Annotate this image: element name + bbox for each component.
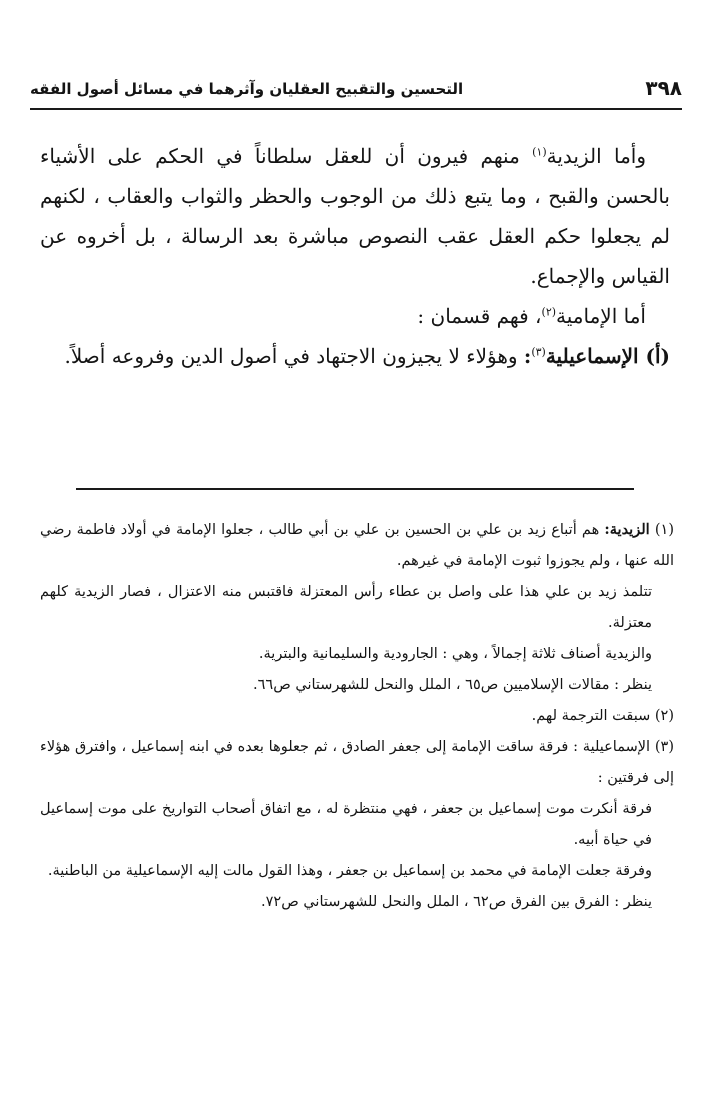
footnote-colon: : (604, 521, 610, 538)
paragraph-imamiyya (40, 296, 670, 336)
footnote-separator (76, 488, 634, 490)
imamiyya-text: ، فهم قسمان : (417, 304, 542, 328)
footnote-2 (40, 701, 674, 732)
footnote-3-para-4: ينظر : الفرق بين الفرق ص٦٢ ، الملل والنحل للشهرستاني ص٧٢. (261, 894, 652, 910)
main-text (40, 136, 670, 376)
imamiyya-lead: أما الإمامية (556, 304, 646, 328)
ismailiyya-colon: : (523, 344, 532, 368)
zaydiyya-lead: وأما الزيدية (546, 144, 646, 168)
footnote-number: (٢) (654, 708, 674, 724)
page-number: ٣٩٨ (645, 76, 682, 100)
footnote-1-para-2: تتلمذ زيد بن علي هذا على واصل بن عطاء رأس المعتزلة فاقتبس منه الاعتزال ، فصار الزيدية كلهم معتزلة. (40, 584, 652, 631)
paragraph-zaydiyya (40, 136, 670, 296)
header-rule (30, 108, 682, 110)
footnote-3-para-2: فرقة أنكرت موت إسماعيل بن جعفر ، فهي منتظرة له ، مع اتفاق أصحاب التواريخ على موت إسماعيل في حياة أبيه. (40, 801, 652, 848)
paragraph-ismailiyya (40, 336, 670, 376)
footnote-ref-2: (٢) (541, 305, 557, 319)
footnote-number: (١) (654, 522, 674, 538)
zaydiyya-text: منهم فيرون أن للعقل سلطاناً في الحكم على الأشياء بالحسن والقبح ، وما يتبع ذلك من الوجوب والحظر والثواب والعقاب ، لكنهم لم يجعلوا حكم العقل عقب النصوص مباشرة بعد الرسالة ، بل أخروه عن القياس والإجماع. (40, 144, 670, 288)
footnote-1-para-3: والزيدية أصناف ثلاثة إجمالاً ، وهي : الجارودية والسليمانية والبترية. (258, 646, 652, 662)
ismailiyya-text: وهؤلاء لا يجيزون الاجتهاد في أصول الدين وفروعه أصلاً. (64, 344, 524, 368)
footnote-3-para-3: وفرقة جعلت الإمامة في محمد بن إسماعيل بن جعفر ، وهذا القول مالت إليه الإسماعيلية من الباطنية. (47, 863, 652, 879)
footnote-3 (40, 732, 674, 794)
footnote-number: (٣) (654, 739, 674, 755)
footnote-1 (40, 514, 674, 577)
footnote-term: الزيدية (609, 521, 650, 538)
footnote-text: هم أتباع زيد بن علي بن الحسين بن علي بن أبي طالب ، جعلوا الإمامة في أولاد فاطمة رضي الله عنها ، ولم يجوزوا ثبوت الإمامة في غيرهم. (40, 522, 674, 569)
running-title: التحسين والتقبيح العقليان وآثرهما في مسائل أصول الفقه (30, 80, 464, 98)
footnote-text: سبقت الترجمة لهم. (531, 708, 655, 724)
page-header (30, 76, 682, 106)
footnote-ref-3: (٣) (531, 345, 546, 359)
footnote-text: الإسماعيلية : فرقة ساقت الإمامة إلى جعفر الصادق ، ثم جعلوها بعده في ابنه إسماعيل ، وافترق هؤلاء إلى فرقتين : (40, 739, 674, 786)
footnote-ref-1: (١) (532, 145, 547, 159)
ismailiyya-term: (أ) الإسماعيلية (545, 344, 670, 368)
footnotes (40, 514, 674, 918)
footnote-1-para-4: ينظر : مقالات الإسلاميين ص٦٥ ، الملل والنحل للشهرستاني ص٦٦. (253, 677, 652, 693)
